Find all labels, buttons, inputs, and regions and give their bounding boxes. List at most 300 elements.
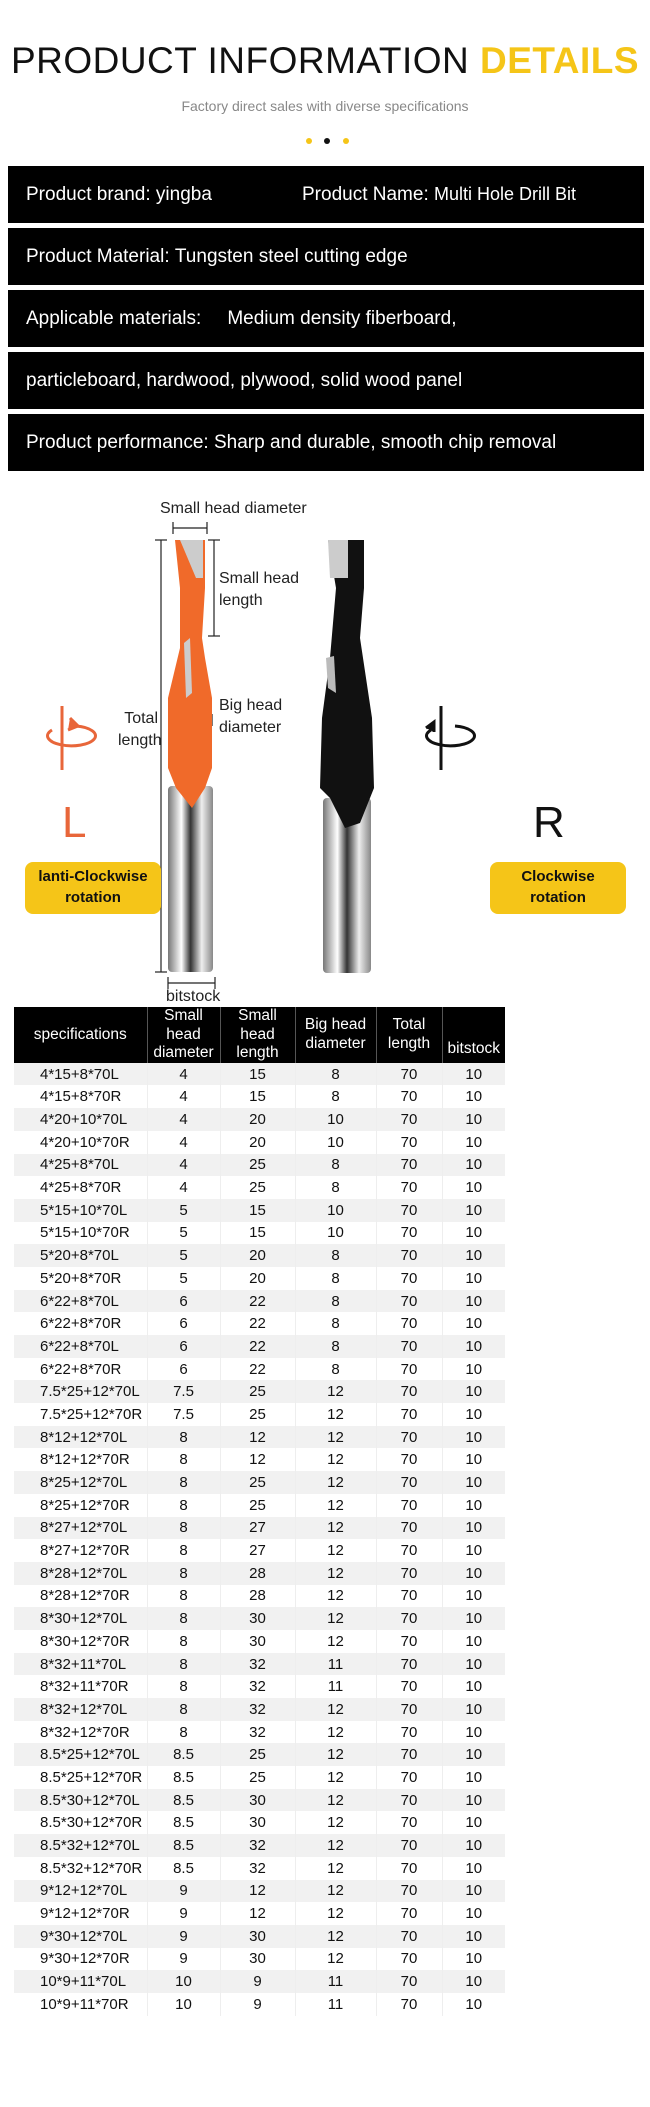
table-cell: 12 <box>220 1880 295 1903</box>
table-cell: 8*30+12*70L <box>14 1607 147 1630</box>
table-row <box>14 1131 505 1154</box>
table-cell: 25 <box>220 1743 295 1766</box>
table-cell: 6 <box>147 1290 220 1313</box>
table-cell: 8*32+12*70L <box>14 1698 147 1721</box>
table-cell: 8*25+12*70R <box>40 1496 130 1514</box>
table-cell: 10 <box>442 1766 505 1789</box>
table-cell: 9 <box>147 1948 220 1971</box>
table-cell: 30 <box>220 1948 295 1971</box>
table-row <box>14 1448 505 1471</box>
table-cell: 8 <box>147 1585 220 1608</box>
table-cell: 70 <box>376 1199 442 1222</box>
table-cell: 10 <box>442 1517 505 1540</box>
table-cell: 70 <box>376 1290 442 1313</box>
table-cell: 8 <box>295 1176 376 1199</box>
table-cell: 8 <box>147 1675 220 1698</box>
name-value: Multi Hole Drill Bit <box>434 184 577 204</box>
table-cell: 4*25+8*70L <box>14 1154 147 1177</box>
table-row <box>14 1312 505 1335</box>
table-cell: 9 <box>147 1925 220 1948</box>
table-cell: 22 <box>220 1312 295 1335</box>
table-cell: 5 <box>147 1267 220 1290</box>
table-row <box>14 1562 505 1585</box>
subtitle: Factory direct sales with diverse specifications <box>181 98 469 114</box>
table-cell: 10 <box>442 1675 505 1698</box>
table-cell: 70 <box>376 1131 442 1154</box>
badge-line: rotation <box>530 889 586 906</box>
table-cell: 8 <box>147 1517 220 1540</box>
table-cell: 70 <box>376 1880 442 1903</box>
table-row <box>14 1471 505 1494</box>
table-cell: 10 <box>442 1721 505 1744</box>
table-cell: 20 <box>220 1267 295 1290</box>
table-cell: 6*22+8*70L <box>14 1335 147 1358</box>
table-cell: 70 <box>376 1925 442 1948</box>
table-cell: 8.5*25+12*70L <box>14 1743 147 1766</box>
table-cell: 8 <box>147 1698 220 1721</box>
material-value: Tungsten steel cutting edge <box>174 246 408 267</box>
table-cell: 10 <box>295 1222 376 1245</box>
table-cell: 25 <box>220 1380 295 1403</box>
decor-dot <box>343 138 349 144</box>
table-cell: 10 <box>442 1267 505 1290</box>
table-cell: 4*15+8*70L <box>14 1063 147 1086</box>
table-cell: 70 <box>376 1834 442 1857</box>
table-cell: 22 <box>220 1290 295 1313</box>
column-header: bitstock <box>442 1007 505 1063</box>
label-line: length <box>219 591 263 609</box>
table-cell: 70 <box>376 1970 442 1993</box>
table-cell: 10 <box>442 1403 505 1426</box>
table-row <box>14 1199 505 1222</box>
table-cell: 12 <box>295 1562 376 1585</box>
table-cell: 70 <box>376 1267 442 1290</box>
table-cell: 10 <box>442 1358 505 1381</box>
table-cell: 10 <box>442 1698 505 1721</box>
table-cell: 12 <box>295 1517 376 1540</box>
table-cell: 4 <box>147 1108 220 1131</box>
table-cell: 12 <box>295 1743 376 1766</box>
table-cell: 30 <box>220 1789 295 1812</box>
table-cell: 12 <box>295 1585 376 1608</box>
table-cell: 9 <box>147 1880 220 1903</box>
table-cell: 70 <box>376 1426 442 1449</box>
column-header: Total length <box>376 1007 442 1063</box>
table-row <box>14 1517 505 1540</box>
table-cell: 10 <box>442 1834 505 1857</box>
table-cell: 70 <box>376 1154 442 1177</box>
table-cell: 28 <box>220 1562 295 1585</box>
table-cell: 8*28+12*70L <box>14 1562 147 1585</box>
table-cell: 10 <box>442 1335 505 1358</box>
table-row <box>14 1902 505 1925</box>
table-cell: 25 <box>220 1471 295 1494</box>
table-cell: 15 <box>220 1199 295 1222</box>
table-cell: 8.5 <box>147 1766 220 1789</box>
table-cell: 8 <box>295 1154 376 1177</box>
anticlockwise-rotation-icon <box>48 706 96 770</box>
table-cell: 12 <box>295 1471 376 1494</box>
table-row <box>14 1154 505 1177</box>
brand-label: Product brand: <box>26 184 151 205</box>
table-cell: 12 <box>295 1698 376 1721</box>
table-cell: 9 <box>220 1970 295 1993</box>
table-cell: 70 <box>376 1585 442 1608</box>
table-cell: 8.5*30+12*70R <box>40 1814 143 1832</box>
table-cell: 70 <box>376 1494 442 1517</box>
table-cell: 8 <box>147 1607 220 1630</box>
badge-line: Clockwise <box>521 868 595 885</box>
table-cell: 12 <box>295 1834 376 1857</box>
table-cell: 10 <box>295 1131 376 1154</box>
table-cell: 4*20+10*70L <box>14 1108 147 1131</box>
table-cell: 10 <box>442 1811 505 1834</box>
table-cell: 12 <box>295 1902 376 1925</box>
table-row <box>14 1585 505 1608</box>
table-cell: 12 <box>295 1880 376 1903</box>
performance-value: Sharp and durable, smooth chip removal <box>213 432 557 453</box>
badge-line: lanti-Clockwise <box>38 868 148 885</box>
table-cell: 32 <box>220 1698 295 1721</box>
table-cell: 25 <box>220 1176 295 1199</box>
table-cell: 8 <box>295 1085 376 1108</box>
table-cell: 10 <box>442 1857 505 1880</box>
table-cell: 8.5*30+12*70L <box>14 1789 147 1812</box>
table-cell: 25 <box>220 1766 295 1789</box>
applicable-value-cont: particleboard, hardwood, plywood, solid wood panel <box>26 370 463 391</box>
table-cell: 70 <box>376 1653 442 1676</box>
table-row <box>14 1880 505 1903</box>
table-cell: 70 <box>376 1312 442 1335</box>
table-cell: 10 <box>442 1290 505 1313</box>
title-main: PRODUCT INFORMATION <box>10 40 470 81</box>
table-cell: 7.5 <box>147 1403 220 1426</box>
table-cell: 70 <box>376 1358 442 1381</box>
table-cell: 8.5 <box>147 1857 220 1880</box>
table-cell: 70 <box>376 1403 442 1426</box>
info-bar-brand <box>8 166 644 223</box>
table-cell: 10 <box>442 1993 505 2016</box>
table-cell: 10 <box>442 1970 505 1993</box>
table-cell: 70 <box>376 1063 442 1086</box>
table-row <box>14 1766 505 1789</box>
table-cell: 32 <box>220 1675 295 1698</box>
column-header: Small head length <box>220 1007 295 1063</box>
orange-drill-bit <box>168 540 213 972</box>
table-cell: 70 <box>376 1244 442 1267</box>
label-bitstock: bitstock <box>166 988 221 1005</box>
table-cell: 8 <box>295 1358 376 1381</box>
info-bar-performance <box>8 414 644 471</box>
table-cell: 4 <box>147 1176 220 1199</box>
table-cell: 70 <box>376 1789 442 1812</box>
table-cell: 10 <box>442 1312 505 1335</box>
table-cell: 8*27+12*70R <box>40 1542 130 1560</box>
table-cell: 4 <box>147 1154 220 1177</box>
table-cell: 12 <box>295 1789 376 1812</box>
decor-dot <box>306 138 312 144</box>
right-rotation-letter: R <box>533 798 565 847</box>
table-cell: 70 <box>376 1222 442 1245</box>
table-cell: 32 <box>220 1721 295 1744</box>
table-row <box>14 1721 505 1744</box>
table-cell: 15 <box>220 1063 295 1086</box>
material-label: Product Material: <box>26 246 170 267</box>
table-cell: 11 <box>295 1970 376 1993</box>
table-cell: 70 <box>376 1085 442 1108</box>
table-row <box>14 1993 505 2016</box>
table-cell: 12 <box>295 1811 376 1834</box>
table-row <box>14 1857 505 1880</box>
table-cell: 8.5*32+12*70R <box>40 1859 143 1877</box>
table-cell: 8*25+12*70L <box>14 1471 147 1494</box>
table-cell: 6 <box>147 1358 220 1381</box>
brand-value: yingba <box>155 184 212 205</box>
label-big-head-diameter <box>219 695 282 738</box>
table-row <box>14 1290 505 1313</box>
table-cell: 8 <box>147 1426 220 1449</box>
anticlockwise-badge <box>25 862 161 914</box>
table-row <box>14 1176 505 1199</box>
table-cell: 70 <box>376 1176 442 1199</box>
table-cell: 10 <box>442 1244 505 1267</box>
table-cell: 70 <box>376 1562 442 1585</box>
table-cell: 10*9+11*70R <box>40 1995 129 2013</box>
table-cell: 15 <box>220 1085 295 1108</box>
info-bar-applicable <box>8 290 644 347</box>
table-cell: 11 <box>295 1653 376 1676</box>
table-row <box>14 1925 505 1948</box>
table-body <box>14 1063 505 2016</box>
table-cell: 7.5*25+12*70R <box>40 1405 143 1423</box>
table-cell: 8 <box>147 1630 220 1653</box>
table-cell: 70 <box>376 1471 442 1494</box>
table-cell: 30 <box>220 1630 295 1653</box>
black-drill-bit <box>320 540 374 973</box>
table-cell: 8.5*32+12*70L <box>14 1834 147 1857</box>
table-row <box>14 1335 505 1358</box>
table-row <box>14 1653 505 1676</box>
table-cell: 25 <box>220 1154 295 1177</box>
table-cell: 10 <box>442 1448 505 1471</box>
table-cell: 10 <box>442 1789 505 1812</box>
table-row <box>14 1063 505 1086</box>
table-cell: 8 <box>295 1063 376 1086</box>
badge-line: rotation <box>65 889 121 906</box>
table-cell: 10 <box>442 1494 505 1517</box>
table-cell: 10 <box>295 1199 376 1222</box>
table-cell: 22 <box>220 1358 295 1381</box>
table-row <box>14 1948 505 1971</box>
table-cell: 6*22+8*70L <box>14 1290 147 1313</box>
specifications-table <box>14 1007 505 2016</box>
table-cell: 8.5*25+12*70R <box>40 1768 143 1786</box>
table-cell: 12 <box>295 1948 376 1971</box>
table-cell: 8*27+12*70L <box>14 1517 147 1540</box>
label-line: Small head <box>219 570 300 587</box>
table-cell: 70 <box>376 1630 442 1653</box>
table-cell: 10 <box>442 1176 505 1199</box>
table-cell: 70 <box>376 1857 442 1880</box>
table-cell: 15 <box>220 1222 295 1245</box>
table-cell: 10 <box>295 1108 376 1131</box>
table-row <box>14 1789 505 1812</box>
table-cell: 12 <box>295 1925 376 1948</box>
table-cell: 12 <box>295 1607 376 1630</box>
table-cell: 10 <box>442 1199 505 1222</box>
info-bar-material <box>8 228 644 285</box>
table-cell: 12 <box>295 1448 376 1471</box>
table-cell: 10 <box>442 1948 505 1971</box>
table-cell: 8 <box>147 1562 220 1585</box>
table-cell: 5 <box>147 1244 220 1267</box>
table-cell: 30 <box>220 1925 295 1948</box>
table-cell: 10 <box>442 1222 505 1245</box>
applicable-value: Medium density fiberboard, <box>227 308 457 329</box>
table-cell: 70 <box>376 1811 442 1834</box>
table-cell: 12 <box>295 1630 376 1653</box>
table-cell: 28 <box>220 1585 295 1608</box>
label-line: length <box>118 731 162 749</box>
table-cell: 20 <box>220 1244 295 1267</box>
table-cell: 70 <box>376 1766 442 1789</box>
table-cell: 12 <box>220 1902 295 1925</box>
table-cell: 10 <box>442 1562 505 1585</box>
table-cell: 9*12+12*70R <box>40 1905 130 1923</box>
table-cell: 10 <box>442 1426 505 1449</box>
table-row <box>14 1085 505 1108</box>
table-cell: 70 <box>376 1948 442 1971</box>
table-cell: 8 <box>147 1539 220 1562</box>
table-cell: 22 <box>220 1335 295 1358</box>
table-cell: 8*12+12*70L <box>14 1426 147 1449</box>
table-cell: 5*15+10*70L <box>14 1199 147 1222</box>
label-small-head-diameter: Small head diameter <box>160 500 307 517</box>
table-cell: 9*30+12*70L <box>14 1925 147 1948</box>
table-row <box>14 1539 505 1562</box>
table-row <box>14 1222 505 1245</box>
table-cell: 10 <box>442 1585 505 1608</box>
table-cell: 8 <box>147 1494 220 1517</box>
table-row <box>14 1698 505 1721</box>
table-cell: 70 <box>376 1743 442 1766</box>
table-cell: 8.5 <box>147 1743 220 1766</box>
column-header: specifications <box>14 1007 147 1063</box>
table-cell: 5 <box>147 1222 220 1245</box>
table-cell: 10 <box>442 1539 505 1562</box>
table-row <box>14 1358 505 1381</box>
table-cell: 12 <box>295 1426 376 1449</box>
table-cell: 7.5*25+12*70L <box>14 1380 147 1403</box>
table-row <box>14 1630 505 1653</box>
column-header: Small head diameter <box>147 1007 220 1063</box>
table-cell: 10 <box>442 1743 505 1766</box>
table-cell: 8*30+12*70R <box>40 1632 130 1650</box>
table-cell: 27 <box>220 1517 295 1540</box>
clockwise-badge <box>490 862 626 914</box>
table-cell: 11 <box>295 1993 376 2016</box>
table-cell: 10 <box>442 1630 505 1653</box>
table-cell: 7.5 <box>147 1380 220 1403</box>
table-cell: 10*9+11*70L <box>14 1970 147 1993</box>
table-cell: 32 <box>220 1653 295 1676</box>
table-row <box>14 1380 505 1403</box>
table-cell: 10 <box>442 1925 505 1948</box>
title-highlight: DETAILS <box>480 40 640 81</box>
table-cell: 8*28+12*70R <box>40 1587 130 1605</box>
table-cell: 70 <box>376 1539 442 1562</box>
table-cell: 5 <box>147 1199 220 1222</box>
table-cell: 10 <box>147 1970 220 1993</box>
table-cell: 70 <box>376 1380 442 1403</box>
table-row <box>14 1108 505 1131</box>
table-row <box>14 1426 505 1449</box>
table-row <box>14 1267 505 1290</box>
table-cell: 5*20+8*70R <box>40 1269 122 1287</box>
table-cell: 10 <box>442 1471 505 1494</box>
table-cell: 10 <box>442 1085 505 1108</box>
table-cell: 8 <box>147 1721 220 1744</box>
table-cell: 12 <box>295 1721 376 1744</box>
table-cell: 4 <box>147 1063 220 1086</box>
table-cell: 8*32+12*70R <box>40 1723 130 1741</box>
table-cell: 10 <box>442 1607 505 1630</box>
table-cell: 9 <box>147 1902 220 1925</box>
table-cell: 10 <box>442 1653 505 1676</box>
table-cell: 10 <box>442 1380 505 1403</box>
table-cell: 70 <box>376 1335 442 1358</box>
table-cell: 10 <box>442 1108 505 1131</box>
table-cell: 10 <box>442 1131 505 1154</box>
table-cell: 8 <box>147 1448 220 1471</box>
table-cell: 10 <box>442 1154 505 1177</box>
table-row <box>14 1244 505 1267</box>
table-header-row <box>14 1007 505 1063</box>
table-cell: 27 <box>220 1539 295 1562</box>
table-cell: 9 <box>220 1993 295 2016</box>
column-header: Big head diameter <box>295 1007 376 1063</box>
applicable-label: Applicable materials: <box>26 308 202 329</box>
table-cell: 8.5 <box>147 1789 220 1812</box>
table-cell: 9*12+12*70L <box>14 1880 147 1903</box>
table-cell: 12 <box>295 1539 376 1562</box>
table-cell: 5*20+8*70L <box>14 1244 147 1267</box>
label-small-head-length <box>219 568 299 611</box>
table-cell: 4*15+8*70R <box>40 1088 122 1106</box>
table-row <box>14 1403 505 1426</box>
table-cell: 8 <box>147 1471 220 1494</box>
label-total-length <box>118 708 162 751</box>
table-cell: 4 <box>147 1131 220 1154</box>
table-cell: 25 <box>220 1494 295 1517</box>
table-cell: 8*32+11*70L <box>14 1653 147 1676</box>
table-cell: 8 <box>295 1335 376 1358</box>
table-cell: 8.5 <box>147 1834 220 1857</box>
table-cell: 8 <box>295 1244 376 1267</box>
table-cell: 70 <box>376 1448 442 1471</box>
table-cell: 4 <box>147 1085 220 1108</box>
table-row <box>14 1970 505 1993</box>
table-row <box>14 1834 505 1857</box>
table-cell: 70 <box>376 1517 442 1540</box>
table-cell: 8*12+12*70R <box>40 1451 130 1469</box>
label-line: Total <box>124 710 158 727</box>
table-row <box>14 1811 505 1834</box>
table-cell: 8 <box>295 1290 376 1313</box>
table-cell: 10 <box>442 1880 505 1903</box>
table-cell: 10 <box>442 1902 505 1925</box>
table-cell: 25 <box>220 1403 295 1426</box>
